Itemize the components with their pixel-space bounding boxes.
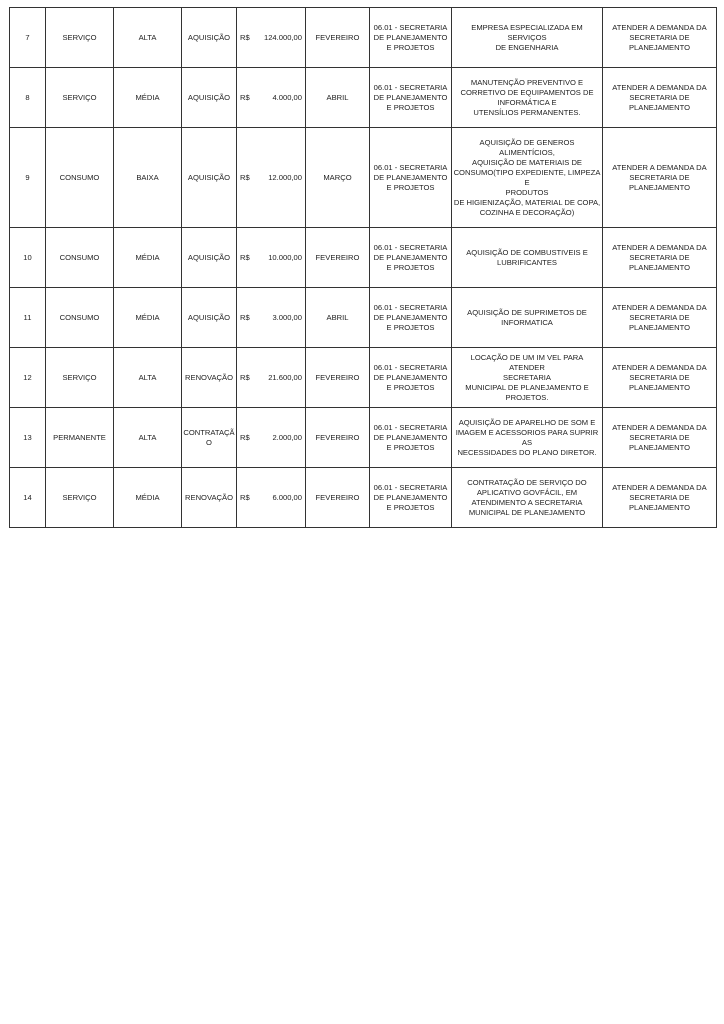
description-line: MANUTENÇÃO PREVENTIVO E (470, 77, 584, 87)
description-cell (452, 408, 603, 468)
priority-cell: MÉDIA (114, 288, 182, 348)
description-line: SECRETARIA (503, 372, 551, 382)
table-row (10, 348, 717, 408)
estimated-value-cell (237, 408, 306, 468)
amount: 12.000,00 (268, 172, 302, 182)
description-cell (452, 228, 603, 288)
description-line: AQUISIÇÃO DE COMBUSTIVEIS E (466, 247, 588, 257)
description-line: DE HIGIENIZAÇÃO, MATERIAL DE COPA, (453, 197, 601, 207)
amount: 124.000,00 (263, 32, 302, 42)
description-line: NECESSIDADES DO PLANO DIRETOR. (457, 447, 597, 457)
justification-cell: ATENDER A DEMANDA DA SECRETARIA DE PLANEJAMENTO (603, 408, 717, 468)
currency-symbol: R$ (240, 312, 250, 322)
item-type-cell: CONSUMO (46, 288, 114, 348)
estimated-value-cell (237, 128, 306, 228)
description-line: MUNICIPAL DE PLANEJAMENTO E (465, 382, 589, 392)
month-cell: ABRIL (306, 68, 370, 128)
month-cell: FEVEREIRO (306, 8, 370, 68)
procurement-mode-cell: RENOVAÇÃO (182, 468, 237, 528)
value-wrapper (240, 433, 302, 443)
description-line: EMPRESA ESPECIALIZADA EM SERVIÇOS (471, 22, 583, 42)
description-line: UTENSÍLIOS PERMANENTES. (473, 107, 581, 117)
amount: 21.600,00 (268, 372, 302, 382)
priority-cell: ALTA (114, 8, 182, 68)
amount: 4.000,00 (272, 92, 302, 102)
amount: 3.000,00 (272, 312, 302, 322)
value-wrapper (240, 373, 302, 383)
description-line: MUNICIPAL DE PLANEJAMENTO (468, 507, 586, 517)
description-line: ATENDIMENTO A SECRETARIA (471, 497, 583, 507)
procurement-mode-cell: CONTRATAÇÃ O (182, 408, 237, 468)
amount: 6.000,00 (272, 492, 302, 502)
currency-symbol: R$ (240, 172, 250, 182)
description-line: PROJETOS. (505, 392, 549, 402)
procurement-mode-cell: AQUISIÇÃO (182, 128, 237, 228)
procurement-mode-cell: AQUISIÇÃO (182, 68, 237, 128)
currency-symbol: R$ (240, 492, 250, 502)
table-row (10, 68, 717, 128)
item-type-cell: SERVIÇO (46, 348, 114, 408)
description-line: LOCAÇÃO DE UM IM VEL PARA ATENDER (470, 352, 584, 372)
description-cell (452, 8, 603, 68)
currency-symbol: R$ (240, 252, 250, 262)
description-cell (452, 468, 603, 528)
month-cell: MARÇO (306, 128, 370, 228)
value-wrapper (240, 313, 302, 323)
budget-unit-cell: 06.01 - SECRETARIA DE PLANEJAMENTO E PROJETOS (370, 468, 452, 528)
item-type-cell: SERVIÇO (46, 68, 114, 128)
budget-unit-cell: 06.01 - SECRETARIA DE PLANEJAMENTO E PROJETOS (370, 348, 452, 408)
value-wrapper (240, 33, 302, 43)
justification-cell: ATENDER A DEMANDA DA SECRETARIA DE PLANEJAMENTO (603, 468, 717, 528)
description-line: CONTRATAÇÃO DE SERVIÇO DO (467, 477, 587, 487)
value-wrapper (240, 173, 302, 183)
justification-cell: ATENDER A DEMANDA DA SECRETARIA DE PLANEJAMENTO (603, 228, 717, 288)
description-line: INFORMÁTICA E (497, 97, 557, 107)
priority-cell: BAIXA (114, 128, 182, 228)
item-number-cell: 7 (10, 8, 46, 68)
description-line: DE ENGENHARIA (495, 42, 559, 52)
item-number-cell: 13 (10, 408, 46, 468)
table-row (10, 408, 717, 468)
procurement-mode-cell: AQUISIÇÃO (182, 228, 237, 288)
month-cell: FEVEREIRO (306, 408, 370, 468)
item-type-cell: SERVIÇO (46, 8, 114, 68)
item-number-cell: 9 (10, 128, 46, 228)
estimated-value-cell (237, 8, 306, 68)
item-type-cell: SERVIÇO (46, 468, 114, 528)
item-number-cell: 11 (10, 288, 46, 348)
priority-cell: ALTA (114, 348, 182, 408)
table-row (10, 128, 717, 228)
procurement-mode-cell: AQUISIÇÃO (182, 288, 237, 348)
planning-table-page (9, 7, 716, 528)
description-line: AQUISIÇÃO DE MATERIAIS DE (472, 157, 582, 167)
estimated-value-cell (237, 228, 306, 288)
value-wrapper (240, 253, 302, 263)
month-cell: FEVEREIRO (306, 228, 370, 288)
description-line: APLICATIVO GOVFÁCIL, EM (476, 487, 578, 497)
item-type-cell: CONSUMO (46, 128, 114, 228)
month-cell: FEVEREIRO (306, 468, 370, 528)
amount: 10.000,00 (268, 252, 302, 262)
budget-unit-cell: 06.01 - SECRETARIA DE PLANEJAMENTO E PROJETOS (370, 8, 452, 68)
description-cell (452, 348, 603, 408)
estimated-value-cell (237, 468, 306, 528)
budget-unit-cell: 06.01 - SECRETARIA DE PLANEJAMENTO E PROJETOS (370, 128, 452, 228)
procurement-mode-cell: RENOVAÇÃO (182, 348, 237, 408)
estimated-value-cell (237, 288, 306, 348)
month-cell: ABRIL (306, 288, 370, 348)
description-line: AQUISIÇÃO DE GENEROS ALIMENTÍCIOS, (479, 137, 575, 157)
table-row (10, 228, 717, 288)
description-line: AQUISIÇÃO DE APARELHO DE SOM E (458, 417, 596, 427)
table-row (10, 468, 717, 528)
description-line: CONSUMO(TIPO EXPEDIENTE, LIMPEZA E (453, 167, 601, 187)
month-cell: FEVEREIRO (306, 348, 370, 408)
currency-symbol: R$ (240, 92, 250, 102)
priority-cell: MÉDIA (114, 468, 182, 528)
budget-unit-cell: 06.01 - SECRETARIA DE PLANEJAMENTO E PROJETOS (370, 228, 452, 288)
value-wrapper (240, 93, 302, 103)
procurement-mode-cell: AQUISIÇÃO (182, 8, 237, 68)
item-type-cell: PERMANENTE (46, 408, 114, 468)
priority-cell: ALTA (114, 408, 182, 468)
budget-unit-cell: 06.01 - SECRETARIA DE PLANEJAMENTO E PROJETOS (370, 68, 452, 128)
table-row (10, 8, 717, 68)
item-number-cell: 8 (10, 68, 46, 128)
amount: 2.000,00 (272, 432, 302, 442)
item-number-cell: 10 (10, 228, 46, 288)
description-line: INFORMATICA (501, 317, 553, 327)
justification-cell: ATENDER A DEMANDA DA SECRETARIA DE PLANEJAMENTO (603, 128, 717, 228)
priority-cell: MÉDIA (114, 228, 182, 288)
description-cell (452, 68, 603, 128)
item-number-cell: 12 (10, 348, 46, 408)
budget-unit-cell: 06.01 - SECRETARIA DE PLANEJAMENTO E PROJETOS (370, 288, 452, 348)
item-number-cell: 14 (10, 468, 46, 528)
justification-cell: ATENDER A DEMANDA DA SECRETARIA DE PLANEJAMENTO (603, 288, 717, 348)
value-wrapper (240, 493, 302, 503)
description-line: CORRETIVO DE EQUIPAMENTOS DE (460, 87, 594, 97)
description-line: AQUISIÇÃO DE SUPRIMETOS DE (467, 307, 587, 317)
description-line: COZINHA E DECORAÇÃO) (479, 207, 575, 217)
description-line: IMAGEM E ACESSORIOS PARA SUPRIR AS (455, 427, 599, 447)
priority-cell: MÉDIA (114, 68, 182, 128)
estimated-value-cell (237, 68, 306, 128)
description-cell (452, 128, 603, 228)
budget-unit-cell: 06.01 - SECRETARIA DE PLANEJAMENTO E PROJETOS (370, 408, 452, 468)
justification-cell: ATENDER A DEMANDA DA SECRETARIA DE PLANEJAMENTO (603, 348, 717, 408)
currency-symbol: R$ (240, 372, 250, 382)
description-line: PRODUTOS (505, 187, 549, 197)
justification-cell: ATENDER A DEMANDA DA SECRETARIA DE PLANEJAMENTO (603, 8, 717, 68)
item-type-cell: CONSUMO (46, 228, 114, 288)
currency-symbol: R$ (240, 432, 250, 442)
estimated-value-cell (237, 348, 306, 408)
description-cell (452, 288, 603, 348)
description-line: LUBRIFICANTES (497, 257, 557, 267)
currency-symbol: R$ (240, 32, 250, 42)
planning-table (9, 7, 717, 528)
table-row (10, 288, 717, 348)
justification-cell: ATENDER A DEMANDA DA SECRETARIA DE PLANEJAMENTO (603, 68, 717, 128)
